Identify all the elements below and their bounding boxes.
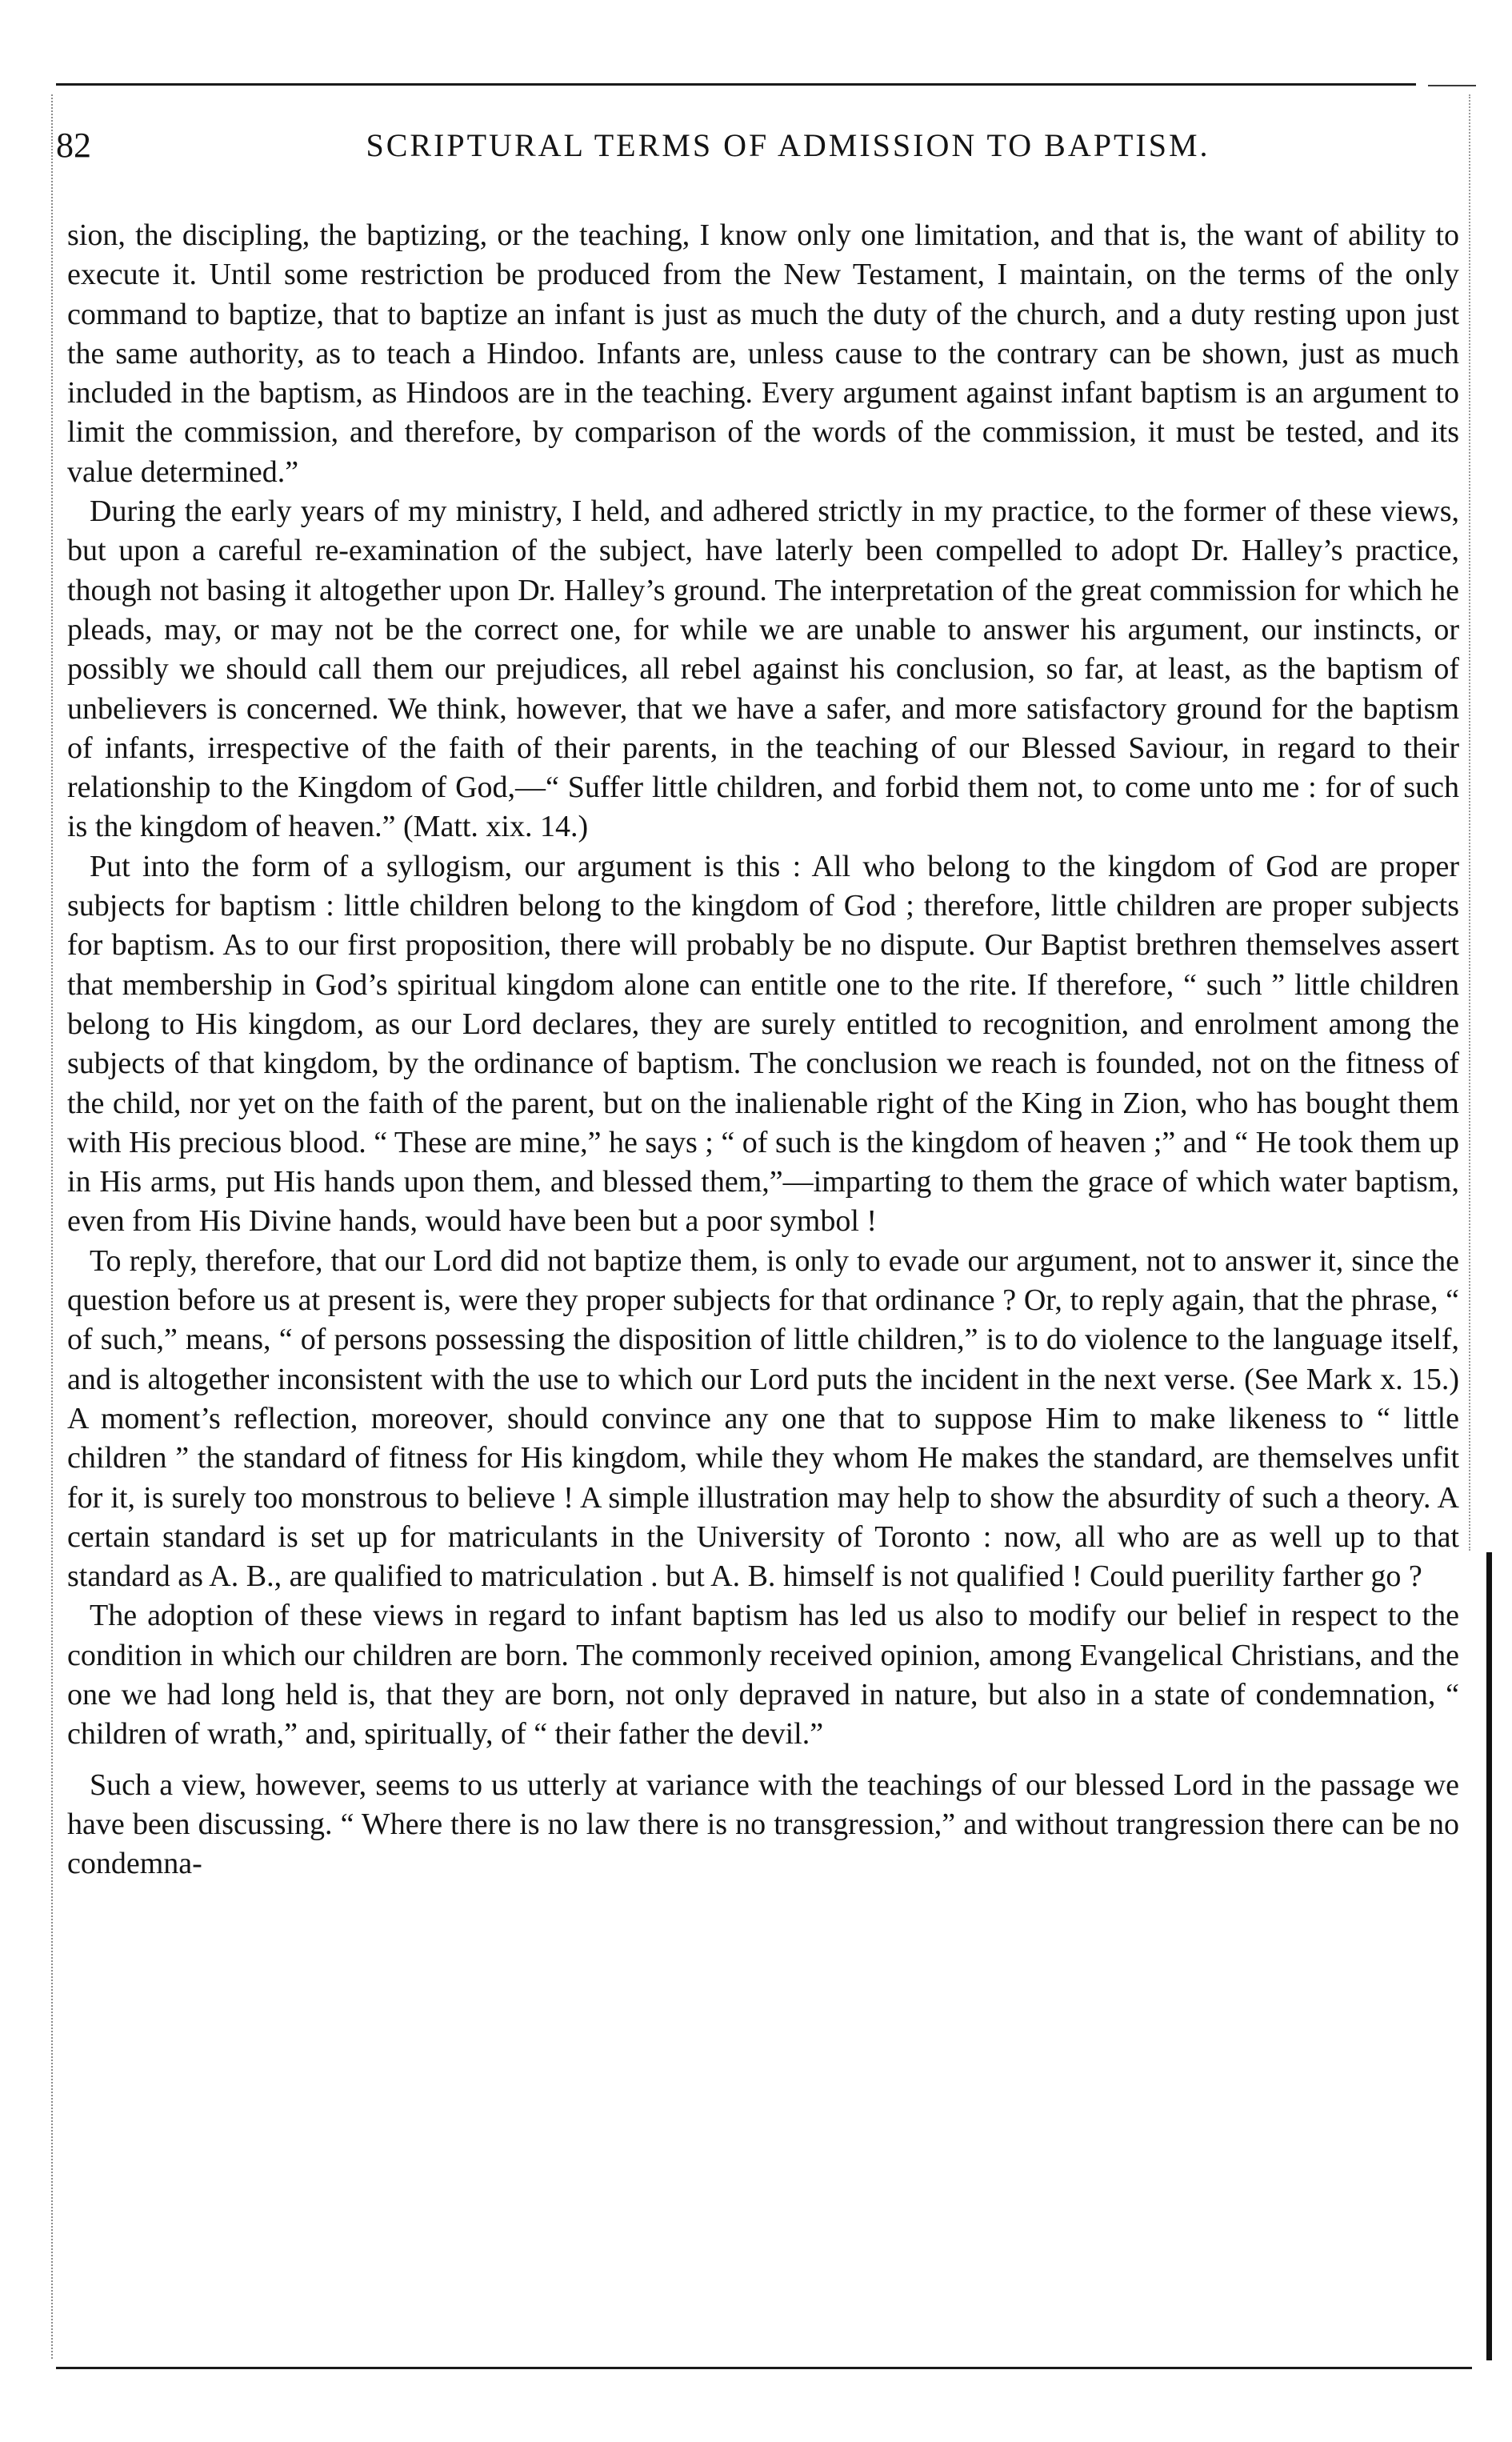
page-number: 82 [56,126,91,165]
running-head: SCRIPTURAL TERMS OF ADMISSION TO BAPTISM. [366,127,1210,163]
top-rule-tail [1428,85,1476,86]
paragraph-3: Put into the form of a syllogism, our argument is this : All who belong to the kingdom of God are proper subjects for baptism : little children belong to the kingdom of God ; therefore, little children are proper subjects for baptism. As to our first proposition, there will probably be no dispute. Our Baptist brethren themselves assert that membership in God’s spiritual kingdom alone can entitle one to the rite. If therefore, “ such ” little children belong to His kingdom, as our Lord declares, they are surely entitled to recognition, and enrolment among the subjects of that kingdom, by the ordinance of baptism. The conclusion we reach is founded, not on the fitness of the child, nor yet on the faith of the parent, but on the inalienable right of the King in Zion, who has bought them with His precious blood. “ These are mine,” he says ; “ of such is the kingdom of heaven ;” and “ He took them up in His arms, put His hands upon them, and blessed them,”—imparting to them the grace of which water baptism, even from His Divine hands, would have been but a poor symbol ! [67,849,1459,1239]
paragraph-4: To reply, therefore, that our Lord did not baptize them, is only to evade our argument, not to answer it, since the question before us at present is, were they proper subjects for that ordinance ? Or, to reply again, that the phrase, “ of such,” means, “ of persons possessing the disposition of little children,” is to do violence to the language itself, and is altogether inconsistent with the use to which our Lord puts the incident in the next verse. (See Mark x. 15.) A moment’s reflection, moreover, should convince any one that to suppose Him to make likeness to “ little children ” the standard of fitness for His kingdom, while they whom He makes the standard, are themselves unfit for it, is surely too monstrous to believe ! A simple illustration may help to show the absurdity of such a theory. A certain standard is set up for matriculants in the University of Toronto : now, all who are as well up to that standard as A. B., are qualified to matriculation . but A. B. himself is not qualified ! Could puerility farther go ? [67,1243,1459,1594]
bottom-rule [56,2367,1472,2369]
page-body [67,216,1459,2360]
paragraph-2: During the early years of my ministry, I held, and adhered strictly in my practice, to the former of these views, but upon a careful re-examination of the subject, have laterly been compelled to adopt Dr. Halley’s practice, though not basing it altogether upon Dr. Halley’s ground. The interpretation of the great commission for which he pleads, may, or may not be the correct one, for while we are unable to answer his argument, our instincts, or possibly we should call them our prejudices, all rebel against his conclusion, so far, at least, as the baptism of unbelievers is concerned. We think, however, that we have a safer, and more satisfactory ground for the baptism of infants, irrespective of the faith of their parents, in the teaching of our Blessed Saviour, in regard to their relationship to the Kingdom of God,—“ Suffer little children, and forbid them not, to come unto me : for of such is the kingdom of heaven.” (Matt. xix. 14.) [67,494,1459,844]
paragraph-5: The adoption of these views in regard to infant baptism has led us also to modify our belief in respect to the condition in which our children are born. The commonly received opinion, among Evangelical Christians, and the one we had long held is, that they are born, not only depraved in nature, but also in a state of condemnation, “ children of wrath,” and, spiritually, of “ their father the devil.” [67,1599,1459,1751]
right-margin-edge [1469,94,1470,1551]
left-margin-edge [51,94,53,2359]
paragraph-6: Such a view, however, seems to us utterly at variance with the teachings of our blessed Lord in the passage we have been discussing. “ Where there is no law there is no transgression,” and without trangression there can be no condemna- [67,1767,1459,1881]
right-margin-bar [1486,1552,1492,2360]
paragraph-1: sion, the discipling, the baptizing, or the teaching, I know only one limitation, and that is, the want of ability to execute it. Until some restriction be produced from the New Testament, I maintain, on the terms of the only command to baptize, that to baptize an infant is just as much the duty of the church, and a duty resting upon just the same authority, as to teach a Hindoo. Infants are, unless cause to the contrary can be shown, just as much included in the baptism, as Hindoos are in the teaching. Every argument against infant baptism is an argument to limit the commission, and therefore, by comparison of the words of the commission, it must be tested, and its value determined.” [67,218,1459,489]
top-rule [56,83,1416,86]
page-header [56,122,1456,170]
